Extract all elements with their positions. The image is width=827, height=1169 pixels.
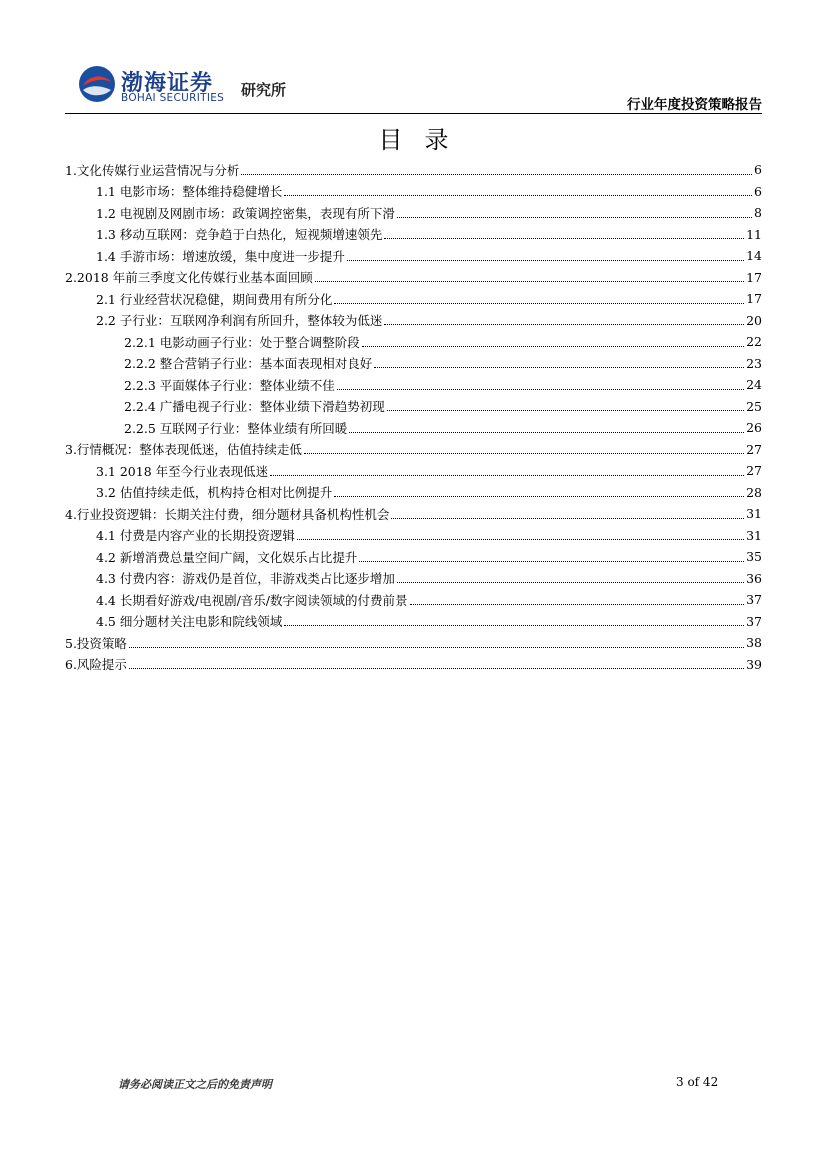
- toc-entry[interactable]: [65, 202, 762, 224]
- toc-dot-leader: [334, 496, 744, 497]
- toc-entry-text: 2.2.2 整合营销子行业：基本面表现相对良好: [124, 356, 373, 372]
- toc-entry-text: 2.1 行业经营状况稳健，期间费用有所分化: [96, 291, 333, 307]
- toc-entry-page: 39: [746, 656, 762, 672]
- toc-dot-leader: [391, 518, 744, 519]
- header-rule: [65, 113, 762, 114]
- toc-entry-text: 4.3 付费内容：游戏仍是首位，非游戏类占比逐步增加: [96, 571, 395, 587]
- toc-dot-leader: [315, 281, 744, 282]
- page-number: 3 of 42: [676, 1075, 719, 1089]
- toc-entry-text: 2.2.5 互联网子行业：整体业绩有所回暖: [124, 420, 348, 436]
- toc-entry[interactable]: [65, 267, 762, 289]
- toc-entry[interactable]: [65, 224, 762, 246]
- toc-dot-leader: [362, 346, 744, 347]
- toc-dot-leader: [387, 410, 744, 411]
- toc-entry-page: 35: [746, 549, 762, 565]
- toc-dot-leader: [284, 195, 752, 196]
- toc-entry-page: 37: [746, 592, 762, 608]
- toc-entry-text: 4.2 新增消费总量空间广阔，文化娱乐占比提升: [96, 549, 358, 565]
- footer-disclaimer: 请务必阅读正文之后的免责声明: [118, 1078, 272, 1091]
- toc-entry-page: 27: [746, 441, 762, 457]
- toc-entry-page: 26: [746, 420, 762, 436]
- toc-entry[interactable]: [65, 546, 762, 568]
- toc-dot-leader: [241, 174, 752, 175]
- bohai-logo-icon: [77, 64, 117, 104]
- toc-entry-text: 6.风险提示: [65, 657, 127, 673]
- report-type-label: 行业年度投资策略报告: [627, 97, 762, 113]
- toc-entry[interactable]: [65, 353, 762, 375]
- toc-entry-text: 2.2.4 广播电视子行业：整体业绩下滑趋势初现: [124, 399, 385, 415]
- toc-entry-page: 37: [746, 613, 762, 629]
- toc-entry-text: 3.行情概况：整体表现低迷，估值持续走低: [65, 442, 302, 458]
- toc-entry-text: 1.文化传媒行业运营情况与分析: [65, 162, 240, 178]
- toc-entry-page: 11: [746, 226, 762, 242]
- toc-entry[interactable]: [65, 181, 762, 203]
- toc-entry[interactable]: [65, 159, 762, 181]
- toc-entry-page: 24: [746, 377, 762, 393]
- toc-entry[interactable]: [65, 589, 762, 611]
- toc-entry[interactable]: [65, 503, 762, 525]
- toc-entry-text: 2.2 子行业：互联网净利润有所回升，整体较为低迷: [96, 313, 383, 329]
- logo-department: 研究所: [241, 81, 287, 99]
- toc-entry[interactable]: [65, 482, 762, 504]
- toc-entry-page: 17: [746, 291, 762, 307]
- toc-entry[interactable]: [65, 568, 762, 590]
- toc-entry[interactable]: [65, 310, 762, 332]
- logo-english-name: BOHAI SECURITIES: [121, 92, 225, 104]
- toc-entry-text: 4.1 付费是内容产业的长期投资逻辑: [96, 528, 295, 544]
- toc-entry-page: 22: [746, 334, 762, 350]
- toc-dot-leader: [349, 432, 744, 433]
- toc-dot-leader: [334, 303, 744, 304]
- table-of-contents: [65, 159, 762, 675]
- toc-dot-leader: [384, 238, 744, 239]
- toc-entry-page: 6: [754, 183, 762, 199]
- page-header: [65, 60, 762, 114]
- toc-entry-page: 17: [746, 269, 762, 285]
- toc-entry-page: 20: [746, 312, 762, 328]
- toc-dot-leader: [304, 453, 744, 454]
- toc-entry-text: 2.2018 年前三季度文化传媒行业基本面回顾: [65, 270, 313, 286]
- toc-entry-page: 38: [746, 635, 762, 651]
- toc-entry-text: 1.3 移动互联网：竞争趋于白热化，短视频增速领先: [96, 227, 383, 243]
- toc-title: 目录: [378, 126, 471, 154]
- toc-entry-text: 5.投资策略: [65, 635, 127, 651]
- toc-entry-text: 1.4 手游市场：增速放缓，集中度进一步提升: [96, 248, 345, 264]
- toc-entry[interactable]: [65, 654, 762, 676]
- toc-dot-leader: [129, 647, 744, 648]
- toc-entry[interactable]: [65, 288, 762, 310]
- toc-entry-page: 8: [754, 205, 762, 221]
- toc-dot-leader: [284, 625, 744, 626]
- toc-entry-page: 6: [754, 162, 762, 178]
- toc-entry-page: 23: [746, 355, 762, 371]
- toc-dot-leader: [410, 604, 745, 605]
- toc-dot-leader: [384, 324, 744, 325]
- toc-entry-text: 4.4 长期看好游戏/电视剧/音乐/数字阅读领域的付费前景: [96, 592, 408, 608]
- toc-entry[interactable]: [65, 245, 762, 267]
- toc-dot-leader: [397, 217, 752, 218]
- toc-entry-text: 4.5 细分题材关注电影和院线领域: [96, 614, 283, 630]
- toc-entry[interactable]: [65, 611, 762, 633]
- toc-dot-leader: [374, 367, 744, 368]
- toc-entry[interactable]: [65, 417, 762, 439]
- toc-entry-page: 25: [746, 398, 762, 414]
- toc-entry-text: 3.2 估值持续走低，机构持仓相对比例提升: [96, 485, 333, 501]
- toc-entry-text: 4.行业投资逻辑：长期关注付费，细分题材具备机构性机会: [65, 506, 390, 522]
- toc-entry[interactable]: [65, 374, 762, 396]
- toc-dot-leader: [397, 582, 744, 583]
- toc-dot-leader: [337, 389, 744, 390]
- company-logo: [77, 64, 297, 106]
- toc-entry-page: 28: [746, 484, 762, 500]
- toc-entry[interactable]: [65, 439, 762, 461]
- toc-entry-text: 2.2.3 平面媒体子行业：整体业绩不佳: [124, 377, 335, 393]
- toc-entry-page: 31: [746, 506, 762, 522]
- toc-entry-text: 2.2.1 电影动画子行业：处于整合调整阶段: [124, 334, 360, 350]
- toc-entry-page: 36: [746, 570, 762, 586]
- toc-dot-leader: [347, 260, 744, 261]
- toc-dot-leader: [359, 561, 744, 562]
- toc-dot-leader: [129, 668, 744, 669]
- toc-entry[interactable]: [65, 396, 762, 418]
- toc-entry-text: 3.1 2018 年至今行业表现低迷: [96, 463, 269, 479]
- toc-entry-text: 1.2 电视剧及网剧市场：政策调控密集，表现有所下滑: [96, 205, 395, 221]
- toc-entry-page: 14: [746, 248, 762, 264]
- toc-dot-leader: [270, 475, 744, 476]
- toc-entry-text: 1.1 电影市场：整体维持稳健增长: [96, 184, 283, 200]
- toc-entry[interactable]: [65, 460, 762, 482]
- toc-entry[interactable]: [65, 331, 762, 353]
- toc-entry-page: 31: [746, 527, 762, 543]
- toc-entry-page: 27: [746, 463, 762, 479]
- logo-chinese-name: 渤海证券: [121, 71, 214, 96]
- toc-dot-leader: [297, 539, 744, 540]
- toc-entry[interactable]: [65, 632, 762, 654]
- toc-entry[interactable]: [65, 525, 762, 547]
